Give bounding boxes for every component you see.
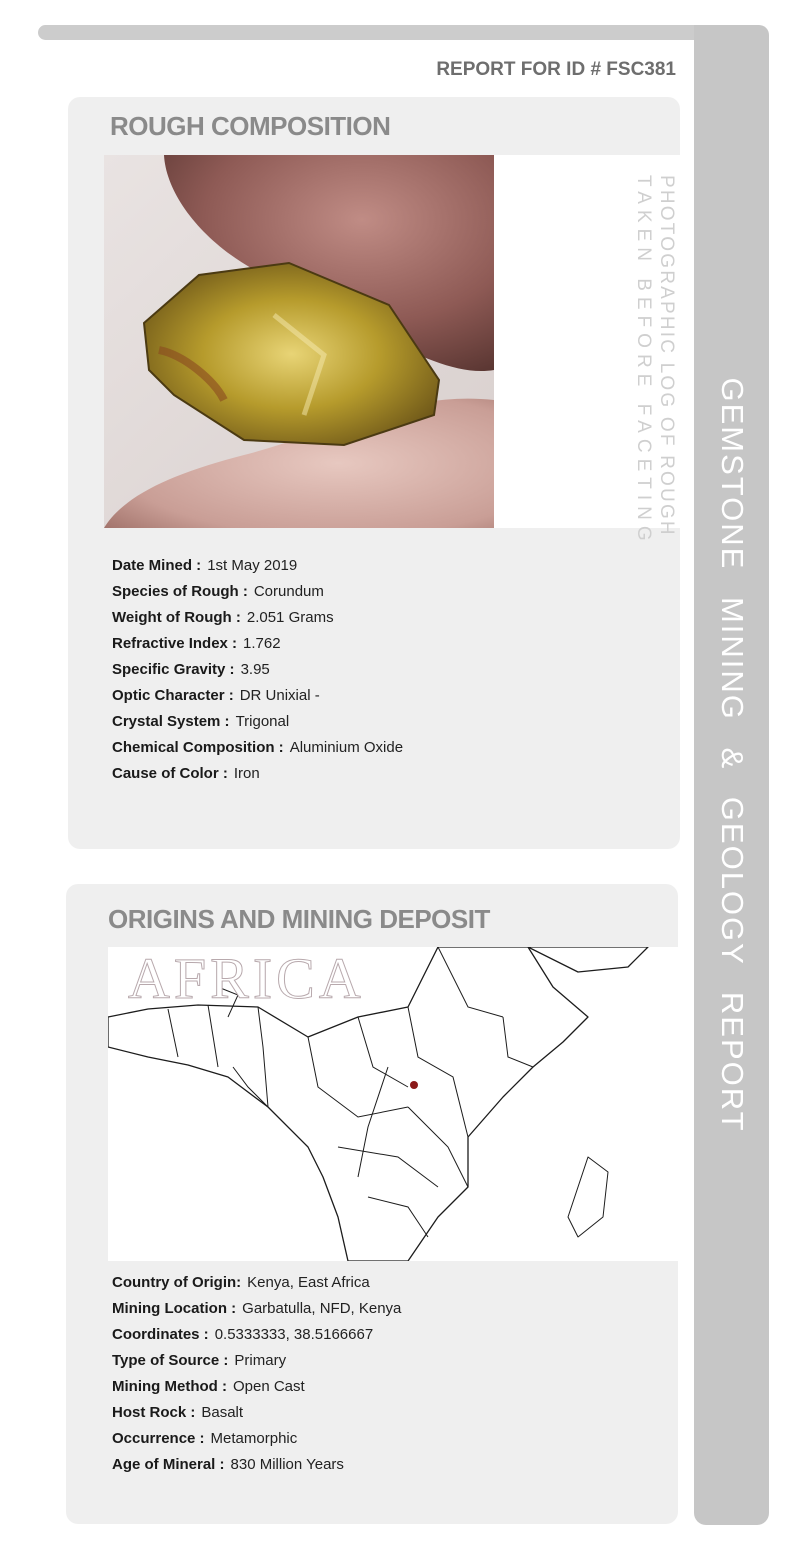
detail-value: Basalt: [201, 1404, 244, 1421]
side-title: GEMSTONE MINING & GEOLOGY REPORT: [715, 377, 750, 1133]
detail-value: Metamorphic: [210, 1430, 298, 1447]
rough-photo-panel: [104, 155, 680, 528]
detail-value: 1.762: [243, 635, 281, 652]
detail-label: Optic Character :: [112, 687, 234, 704]
detail-label: Host Rock :: [112, 1404, 196, 1421]
detail-value: 2.051 Grams: [246, 609, 334, 626]
origins-title: ORIGINS AND MINING DEPOSIT: [108, 904, 490, 934]
detail-label: Mining Method :: [112, 1378, 227, 1395]
detail-label: Chemical Composition :: [112, 739, 284, 756]
detail-label: Age of Mineral :: [112, 1456, 225, 1473]
detail-value: 1st May 2019: [207, 557, 298, 574]
origins-details-list: [112, 1270, 401, 1478]
detail-value: 3.95: [240, 661, 270, 678]
detail-label: Mining Location :: [112, 1300, 237, 1317]
detail-value: Corundum: [253, 583, 324, 600]
detail-value: Iron: [233, 765, 260, 782]
map-region-label: AFRICA: [128, 947, 365, 1011]
detail-row-crystal-system: [112, 709, 403, 735]
rough-composition-title: ROUGH COMPOSITION: [110, 111, 391, 141]
detail-label: Refractive Index :: [112, 635, 238, 652]
detail-row-species: [112, 579, 403, 605]
detail-label: Crystal System :: [112, 713, 230, 730]
detail-label: Country of Origin:: [112, 1274, 242, 1291]
detail-label: Occurrence :: [112, 1430, 205, 1447]
detail-label: Coordinates :: [112, 1326, 209, 1343]
detail-row-occurrence: [112, 1426, 401, 1452]
africa-map: [108, 947, 678, 1261]
top-rail: [38, 25, 758, 40]
detail-label: Specific Gravity :: [112, 661, 235, 678]
detail-label: Weight of Rough :: [112, 609, 241, 626]
detail-value: Kenya, East Africa: [247, 1274, 370, 1291]
detail-label: Date Mined :: [112, 557, 202, 574]
detail-value: Trigonal: [235, 713, 290, 730]
detail-value: Aluminium Oxide: [289, 739, 404, 756]
detail-label: Species of Rough :: [112, 583, 248, 600]
detail-label: Type of Source :: [112, 1352, 229, 1369]
detail-row-host-rock: [112, 1400, 401, 1426]
detail-row-country: [112, 1270, 401, 1296]
detail-value: 0.5333333, 38.5166667: [214, 1326, 374, 1343]
rough-photo: [104, 155, 494, 528]
detail-value: 830 Million Years: [230, 1456, 344, 1473]
detail-value: Garbatulla, NFD, Kenya: [242, 1300, 402, 1317]
detail-row-weight: [112, 605, 403, 631]
detail-value: Primary: [234, 1352, 287, 1369]
detail-row-cause-of-color: [112, 761, 403, 787]
detail-row-date-mined: [112, 553, 403, 579]
rough-details-list: [112, 553, 403, 787]
detail-row-refractive-index: [112, 631, 403, 657]
detail-row-optic-character: [112, 683, 403, 709]
report-id: REPORT FOR ID # FSC381: [436, 59, 676, 80]
detail-row-chemical-composition: [112, 735, 403, 761]
detail-row-type-of-source: [112, 1348, 401, 1374]
detail-value: Open Cast: [232, 1378, 305, 1395]
detail-row-specific-gravity: [112, 657, 403, 683]
detail-value: DR Unixial -: [239, 687, 320, 704]
detail-row-age-of-mineral: [112, 1452, 401, 1478]
detail-row-mining-method: [112, 1374, 401, 1400]
photo-caption-line1: PHOTOGRAPHIC LOG OF ROUGH: [656, 175, 677, 537]
detail-row-coordinates: [112, 1322, 401, 1348]
photo-caption: [630, 175, 690, 547]
detail-row-mining-location: [112, 1296, 401, 1322]
detail-label: Cause of Color :: [112, 765, 228, 782]
mining-location-marker: [410, 1081, 418, 1089]
photo-caption-line2: TAKEN BEFORE FACETING: [633, 175, 654, 547]
